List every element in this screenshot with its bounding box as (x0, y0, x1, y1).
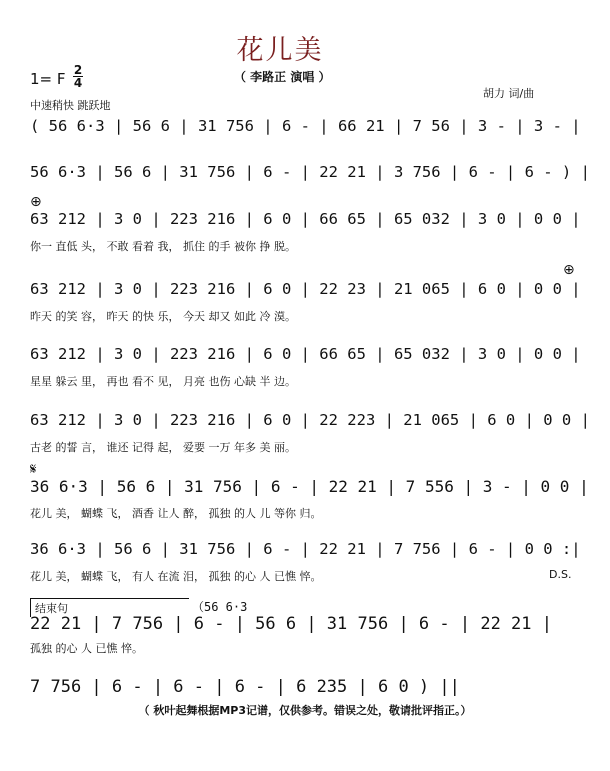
score-row-3: 63 212 | 3 0 | 223 216 | 6 0 | 66 65 | 65 032 | 3 0 | 0 0 | (30, 210, 581, 228)
score-row-1: ( 56 6·3 | 56 6 | 31 756 | 6 - | 66 21 | 7 56 | 3 - | 3 - | (30, 117, 581, 135)
lyric-line-3: 星星 躲云 里， 再也 看不 见， 月亮 也伤 心缺 半 边。 (30, 375, 296, 388)
singer-credit: （ 李路正 演唱 ） (234, 70, 331, 84)
time-signature (73, 64, 83, 89)
segno-symbol: 𝄋 (30, 460, 37, 478)
coda-symbol-2: ⊕ (563, 262, 575, 278)
score-row-7: 36 6·3 | 56 6 | 31 756 | 6 - | 22 21 | 7 556 | 3 - | 0 0 | (30, 477, 589, 496)
score-row-5: 63 212 | 3 0 | 223 216 | 6 0 | 66 65 | 65 032 | 3 0 | 0 0 | (30, 345, 581, 363)
ending-label: 结束句 (35, 602, 68, 615)
lyric-line-7: 孤独 的心 人 已憔 悴。 (30, 642, 143, 655)
key-signature: 1= F (30, 70, 66, 88)
composer-credit: 胡力 词/曲 (483, 87, 535, 100)
lyric-line-2: 昨天 的笑 容， 昨天 的快 乐， 今天 却又 如此 冷 漠。 (30, 310, 296, 323)
score-row-6: 63 212 | 3 0 | 223 216 | 6 0 | 22 223 | 21 065 | 6 0 | 0 0 | (30, 411, 590, 429)
score-row-4: 63 212 | 3 0 | 223 216 | 6 0 | 22 23 | 21 065 | 6 0 | 0 0 | (30, 280, 581, 298)
ending-intro: （56 6·3 (192, 600, 248, 614)
time-top: 2 (73, 63, 83, 77)
score-row-9: 22 21 | 7 756 | 6 - | 56 6 | 31 756 | 6 - | 22 21 | (30, 614, 552, 634)
lyric-line-5: 花儿 美， 蝴蝶 飞， 酒香 让人 醉， 孤独 的人 儿 等你 归。 (30, 507, 322, 520)
time-bottom: 4 (73, 76, 83, 90)
coda-symbol-1: ⊕ (30, 194, 42, 210)
score-row-10: 7 756 | 6 - | 6 - | 6 - | 6 235 | 6 0 ) || (30, 677, 460, 697)
lyric-line-1: 你一 直低 头， 不敢 看着 我， 抓住 的手 被你 挣 脱。 (30, 240, 296, 253)
lyric-line-6: 花儿 美， 蝴蝶 飞， 有人 在流 泪， 孤独 的心 人 已憔 悴。 (30, 570, 322, 583)
lyric-line-4: 古老 的誓 言， 谁还 记得 起， 爱要 一万 年多 美 丽。 (30, 441, 296, 454)
footer-note: （ 秋叶起舞根据MP3记谱，仅供参考。错误之处，敬请批评指正。） (138, 704, 472, 717)
ds-marking: D.S. (549, 568, 572, 581)
tempo-marking: 中速稍快 跳跃地 (30, 99, 111, 112)
score-row-8: 36 6·3 | 56 6 | 31 756 | 6 - | 22 21 | 7 756 | 6 - | 0 0 :| (30, 540, 581, 558)
song-title: 花儿美 (236, 35, 324, 66)
score-row-2: 56 6·3 | 56 6 | 31 756 | 6 - | 22 21 | 3 756 | 6 - | 6 - ) | (30, 163, 590, 181)
